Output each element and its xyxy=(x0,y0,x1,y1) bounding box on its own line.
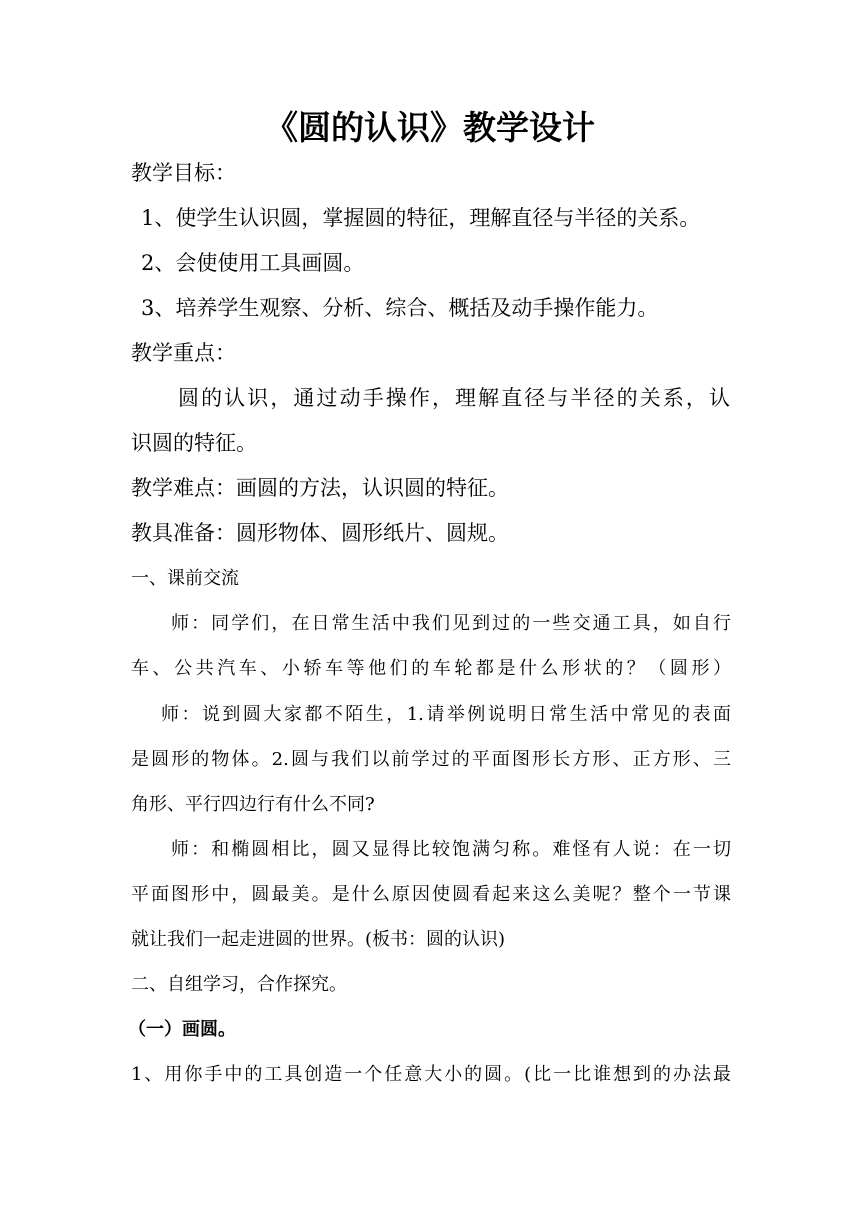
paragraph-1-line-2: 车、公共汽车、小轿车等他们的车轮都是什么形状的？（圆形） xyxy=(131,658,731,679)
heading-key-points: 教学重点： xyxy=(131,341,236,365)
paragraph-2-line-2: 是圆形的物体。2.圆与我们以前学过的平面图形长方形、正方形、三 xyxy=(131,749,731,770)
teaching-aids: 教具准备：圆形物体、圆形纸片、圆规。 xyxy=(131,521,509,545)
paragraph-2-line-1: 师：说到圆大家都不陌生，1.请举例说明日常生活中常见的表面 xyxy=(161,704,731,725)
goal-item-2: 2、会使使用工具画圆。 xyxy=(141,251,365,275)
paragraph-3-line-3: 就让我们一起走进圆的世界。(板书：圆的认识) xyxy=(131,929,506,950)
document-title: 《圆的认识》教学设计 xyxy=(265,108,595,147)
subsection-heading-draw-circle: （一）画圆。 xyxy=(128,1019,236,1040)
activity-item-1: 1、用你手中的工具创造一个任意大小的圆。(比一比谁想到的办法最 xyxy=(131,1064,731,1085)
goal-item-3: 3、培养学生观察、分析、综合、概括及动手操作能力。 xyxy=(141,296,659,320)
paragraph-1-line-1: 师：同学们，在日常生活中我们见到过的一些交通工具，如自行 xyxy=(171,613,731,634)
key-points-text-line-1: 圆的认识，通过动手操作，理解直径与半径的关系，认 xyxy=(178,386,730,410)
heading-teaching-goals: 教学目标： xyxy=(131,161,236,185)
section-heading-2: 二、自组学习，合作探究。 xyxy=(131,974,347,995)
paragraph-2-line-3: 角形、平行四边行有什么不同? xyxy=(131,794,375,815)
goal-item-1: 1、使学生认识圆，掌握圆的特征，理解直径与半径的关系。 xyxy=(141,206,701,230)
key-points-text-line-2: 识圆的特征。 xyxy=(131,431,257,455)
paragraph-3-line-1: 师：和椭圆相比，圆又显得比较饱满匀称。难怪有人说：在一切 xyxy=(171,839,731,860)
paragraph-3-line-2: 平面图形中，圆最美。是什么原因使圆看起来这么美呢？整个一节课 xyxy=(131,884,731,905)
section-heading-1: 一、课前交流 xyxy=(131,568,239,589)
difficult-points: 教学难点：画圆的方法，认识圆的特征。 xyxy=(131,476,509,500)
